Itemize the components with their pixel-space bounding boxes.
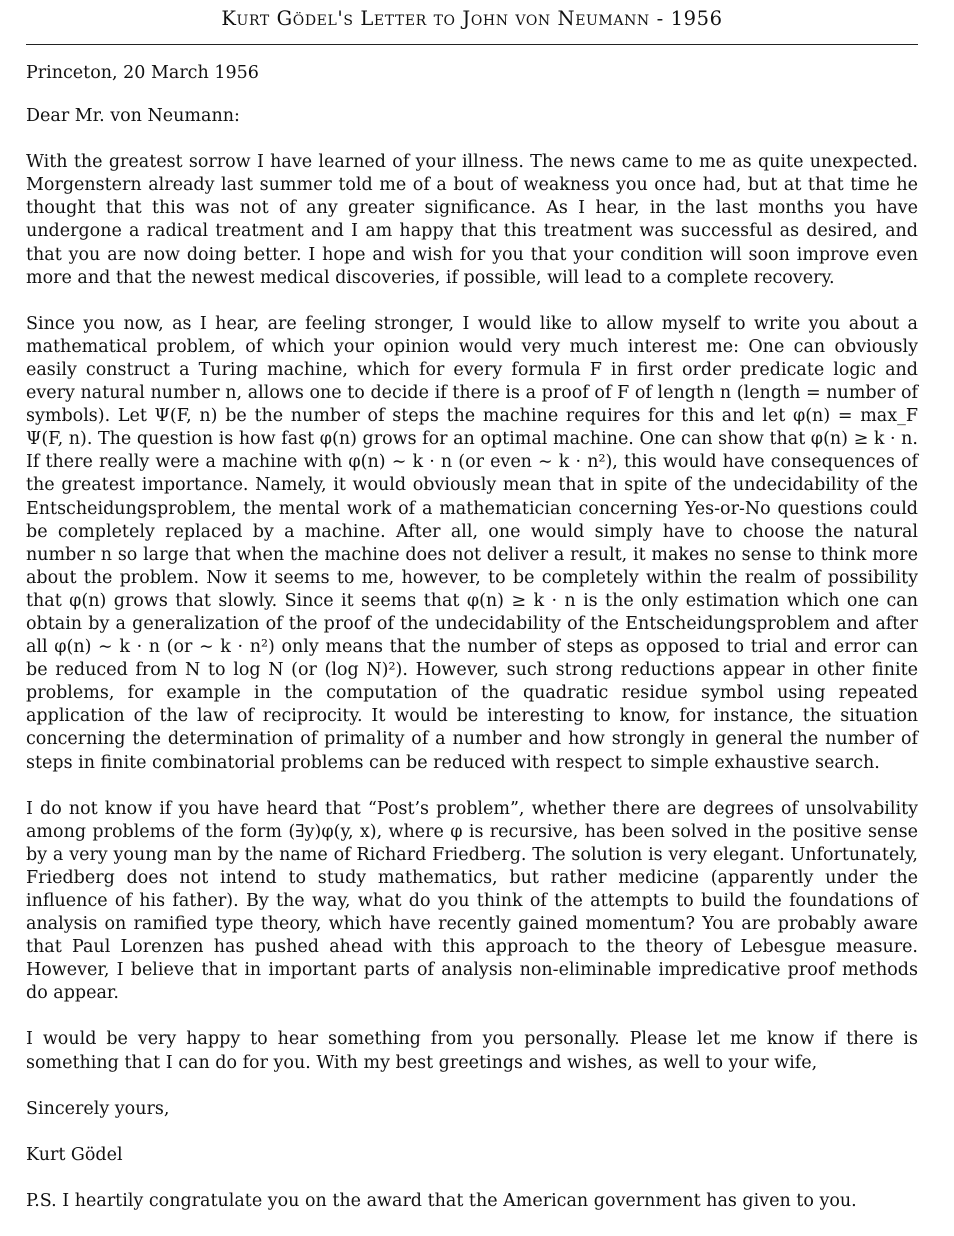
postscript: P.S. I heartily congratulate you on the award that the American government has given to you. <box>26 1190 857 1211</box>
letter-body <box>26 62 918 1236</box>
paragraph-posts-problem: I do not know if you have heard that “Post’s problem”, whether there are degrees of unsolvability among problems of the form (∃y)φ(y, x), where φ is recursive, has been solved in the positive sense by a very young man by the name of Richard Friedberg. The solution is very elegant. Unfortunately, Friedberg does not intend to study mathematics, but rather medicine (apparently under the influence of his father). By the way, what do you think of the attempts to build the foundations of analysis on ramified type theory, which have recently gained momentum? You are probably aware that Paul Lorenzen has pushed ahead with this approach to the theory of Lebesgue measure. However, I believe that in important parts of analysis non-eliminable impredicative proof methods do appear. <box>26 798 918 1004</box>
header-divider <box>26 44 918 45</box>
paragraph-greetings: I would be very happy to hear something from you personally. Please let me know if there is something that I can do for you. With my best greetings and wishes, as well to your wife, <box>26 1029 918 1073</box>
salutation: Dear Mr. von Neumann: <box>26 106 240 127</box>
paragraph-problem: Since you now, as I hear, are feeling stronger, I would like to allow myself to write you about a mathematical problem, of which your opinion would very much interest me: One can obviously easily construct a Turing machine, which for every formula F in first order predicate logic and every natural number n, allows one to decide if there is a proof of F of length n (length = number of symbols). Let Ψ(F, n) be the number of steps the machine requires for this and let φ(n) = max_F Ψ(F, n). The question is how fast φ(n) grows for an optimal machine. One can show that φ(n) ≥ k · n. If there really were a machine with φ(n) ∼ k · n (or even ∼ k · n²), this would have consequences of the greatest importance. Namely, it would obviously mean that in spite of the undecidability of the Entscheidungsproblem, the mental work of a mathematician concerning Yes-or-No questions could be completely replaced by a machine. After all, one would simply have to choose the natural number n so large that when the machine does not deliver a result, it makes no sense to think more about the problem. Now it seems to me, however, to be completely within the realm of possibility that φ(n) grows that slowly. Since it seems that φ(n) ≥ k · n is the only estimation which one can obtain by a generalization of the proof of the undecidability of the Entscheidungsproblem and after all φ(n) ∼ k · n (or ∼ k · n²) only means that the number of steps as opposed to trial and error can be reduced from N to log N (or (log N)²). However, such strong reductions appear in other finite problems, for example in the computation of the quadratic residue symbol using repeated application of the law of reciprocity. It would be interesting to know, for instance, the situation concerning the determination of primality of a number and how strongly in general the number of steps in finite combinatorial problems can be reduced with respect to simple exhaustive search. <box>26 313 918 773</box>
closing: Sincerely yours, <box>26 1098 170 1119</box>
document-title: Kurt Gödel's Letter to John von Neumann - 1956 <box>221 7 723 30</box>
place-date: Princeton, 20 March 1956 <box>26 63 259 83</box>
paragraph-illness: With the greatest sorrow I have learned of your illness. The news came to me as quite unexpected. Morgenstern already last summer told me of a bout of weakness you once had, but at that time he thought that this was not of any greater significance. As I hear, in the last months you have undergone a radical treatment and I am happy that this treatment was successful as desired, and that you are now doing better. I hope and wish for you that your condition will soon improve even more and that the newest medical discoveries, if possible, will lead to a complete recovery. <box>26 152 918 288</box>
signature: Kurt Gödel <box>26 1144 123 1165</box>
